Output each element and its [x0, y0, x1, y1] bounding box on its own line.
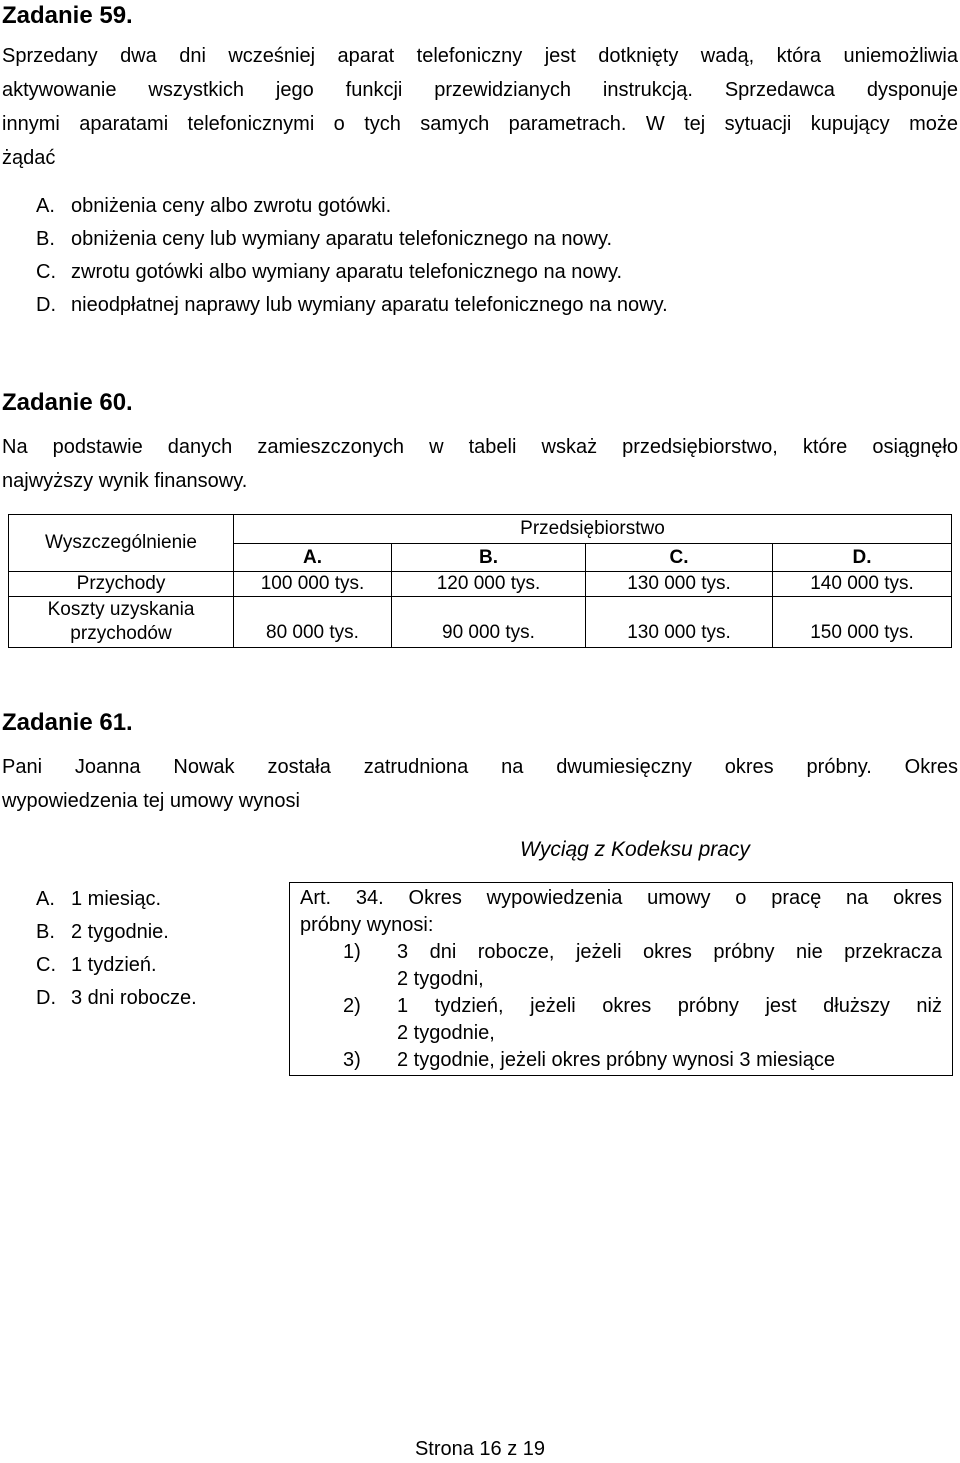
- text-line: innymi aparatami telefonicznymi o tych samych parametrach. W tej sytuacji kupujący może: [2, 113, 958, 135]
- task-61-text: [2, 750, 958, 818]
- text-line: aktywowanie wszystkich jego funkcji przewidzianych instrukcją. Sprzedawca dysponuje: [2, 79, 958, 101]
- excerpt-line: 3 dni robocze, jeżeli okres próbny nie przekracza: [397, 941, 942, 963]
- text-line: Na podstawie danych zamieszczonych w tabeli wskaż przedsiębiorstwo, które osiągnęło: [2, 436, 958, 458]
- option-b: [36, 223, 668, 256]
- option-letter: D.: [36, 987, 56, 1009]
- row-label-line: przychodów: [70, 623, 172, 644]
- text-line: Sprzedany dwa dni wcześniej aparat telefoniczny jest dotknięty wadą, która uniemożliwia: [2, 45, 958, 67]
- item-number: 3): [343, 1049, 361, 1071]
- excerpt-item-3: [300, 1047, 942, 1074]
- item-text: [397, 993, 942, 1047]
- option-letter: A.: [36, 195, 55, 217]
- labour-code-excerpt: [289, 882, 953, 1076]
- option-letter: B.: [36, 228, 55, 250]
- table-cell: 120 000 tys.: [391, 571, 586, 597]
- table-cell: 130 000 tys.: [585, 571, 773, 597]
- row-label-przychody: Przychody: [8, 571, 234, 597]
- group-header-cell: Przedsiębiorstwo: [233, 514, 952, 544]
- excerpt-line: 2 tygodni,: [397, 968, 484, 990]
- excerpt-line: 2 tygodnie, jeżeli okres próbny wynosi 3 miesiące: [397, 1049, 835, 1071]
- option-text: 1 tydzień.: [71, 954, 157, 976]
- task-59-text: [2, 39, 958, 175]
- item-number: 1): [343, 941, 361, 963]
- option-text: zwrotu gotówki albo wymiany aparatu telefonicznego na nowy.: [71, 261, 623, 283]
- option-text: 2 tygodnie.: [71, 921, 169, 943]
- text-line: wypowiedzenia tej umowy wynosi: [2, 790, 300, 812]
- option-c: [36, 256, 668, 289]
- column-header-b: B.: [391, 543, 586, 572]
- financial-table: [8, 514, 952, 648]
- table-cell: 140 000 tys.: [772, 571, 952, 597]
- task-61-options: [36, 883, 197, 1015]
- excerpt-caption: Wyciąg z Kodeksu pracy: [520, 838, 750, 861]
- option-letter: A.: [36, 888, 55, 910]
- task-59-options: [36, 190, 668, 322]
- table-cell: 80 000 tys.: [233, 596, 392, 648]
- row-header-cell: Wyszczególnienie: [8, 514, 234, 572]
- task-59-title: Zadanie 59.: [2, 2, 133, 29]
- row-label-line: Koszty uzyskania: [47, 599, 195, 620]
- item-text: [397, 1047, 942, 1074]
- item-number: 2): [343, 995, 361, 1017]
- row-label-koszty: [8, 596, 234, 648]
- option-letter: D.: [36, 294, 56, 316]
- column-header-c: C.: [585, 543, 773, 572]
- excerpt-line: Art. 34. Okres wypowiedzenia umowy o pracę na okres: [300, 887, 942, 909]
- text-line: Pani Joanna Nowak została zatrudniona na dwumiesięczny okres próbny. Okres: [2, 756, 958, 778]
- text-line: żądać: [2, 147, 56, 169]
- option-a: [36, 883, 197, 916]
- excerpt-line: 1 tydzień, jeżeli okres próbny jest dłuższy niż: [397, 995, 942, 1017]
- item-text: [397, 939, 942, 993]
- option-text: 1 miesiąc.: [71, 888, 162, 910]
- option-text: 3 dni robocze.: [71, 987, 197, 1009]
- column-header-a: A.: [233, 543, 392, 572]
- option-a: [36, 190, 668, 223]
- table-cell: 100 000 tys.: [233, 571, 392, 597]
- text-line: najwyższy wynik finansowy.: [2, 470, 248, 492]
- excerpt-item-1: [300, 939, 942, 993]
- option-b: [36, 916, 197, 949]
- excerpt-line: próbny wynosi:: [300, 914, 434, 936]
- task-61-title: Zadanie 61.: [2, 709, 133, 736]
- option-text: obniżenia ceny lub wymiany aparatu telefonicznego na nowy.: [71, 228, 613, 250]
- excerpt-item-2: [300, 993, 942, 1047]
- column-header-d: D.: [772, 543, 952, 572]
- table-cell: 90 000 tys.: [391, 596, 586, 648]
- option-c: [36, 949, 197, 982]
- table-cell: 150 000 tys.: [772, 596, 952, 648]
- table-cell: 130 000 tys.: [585, 596, 773, 648]
- task-60-title: Zadanie 60.: [2, 389, 133, 416]
- option-letter: C.: [36, 261, 56, 283]
- option-text: obniżenia ceny albo zwrotu gotówki.: [71, 195, 392, 217]
- option-letter: C.: [36, 954, 56, 976]
- task-60-text: [2, 430, 958, 498]
- excerpt-line: 2 tygodnie,: [397, 1022, 495, 1044]
- option-text: nieodpłatnej naprawy lub wymiany aparatu telefonicznego na nowy.: [71, 294, 668, 316]
- option-d: [36, 982, 197, 1015]
- option-d: [36, 289, 668, 322]
- page-number: Strona 16 z 19: [414, 1438, 546, 1460]
- option-letter: B.: [36, 921, 55, 943]
